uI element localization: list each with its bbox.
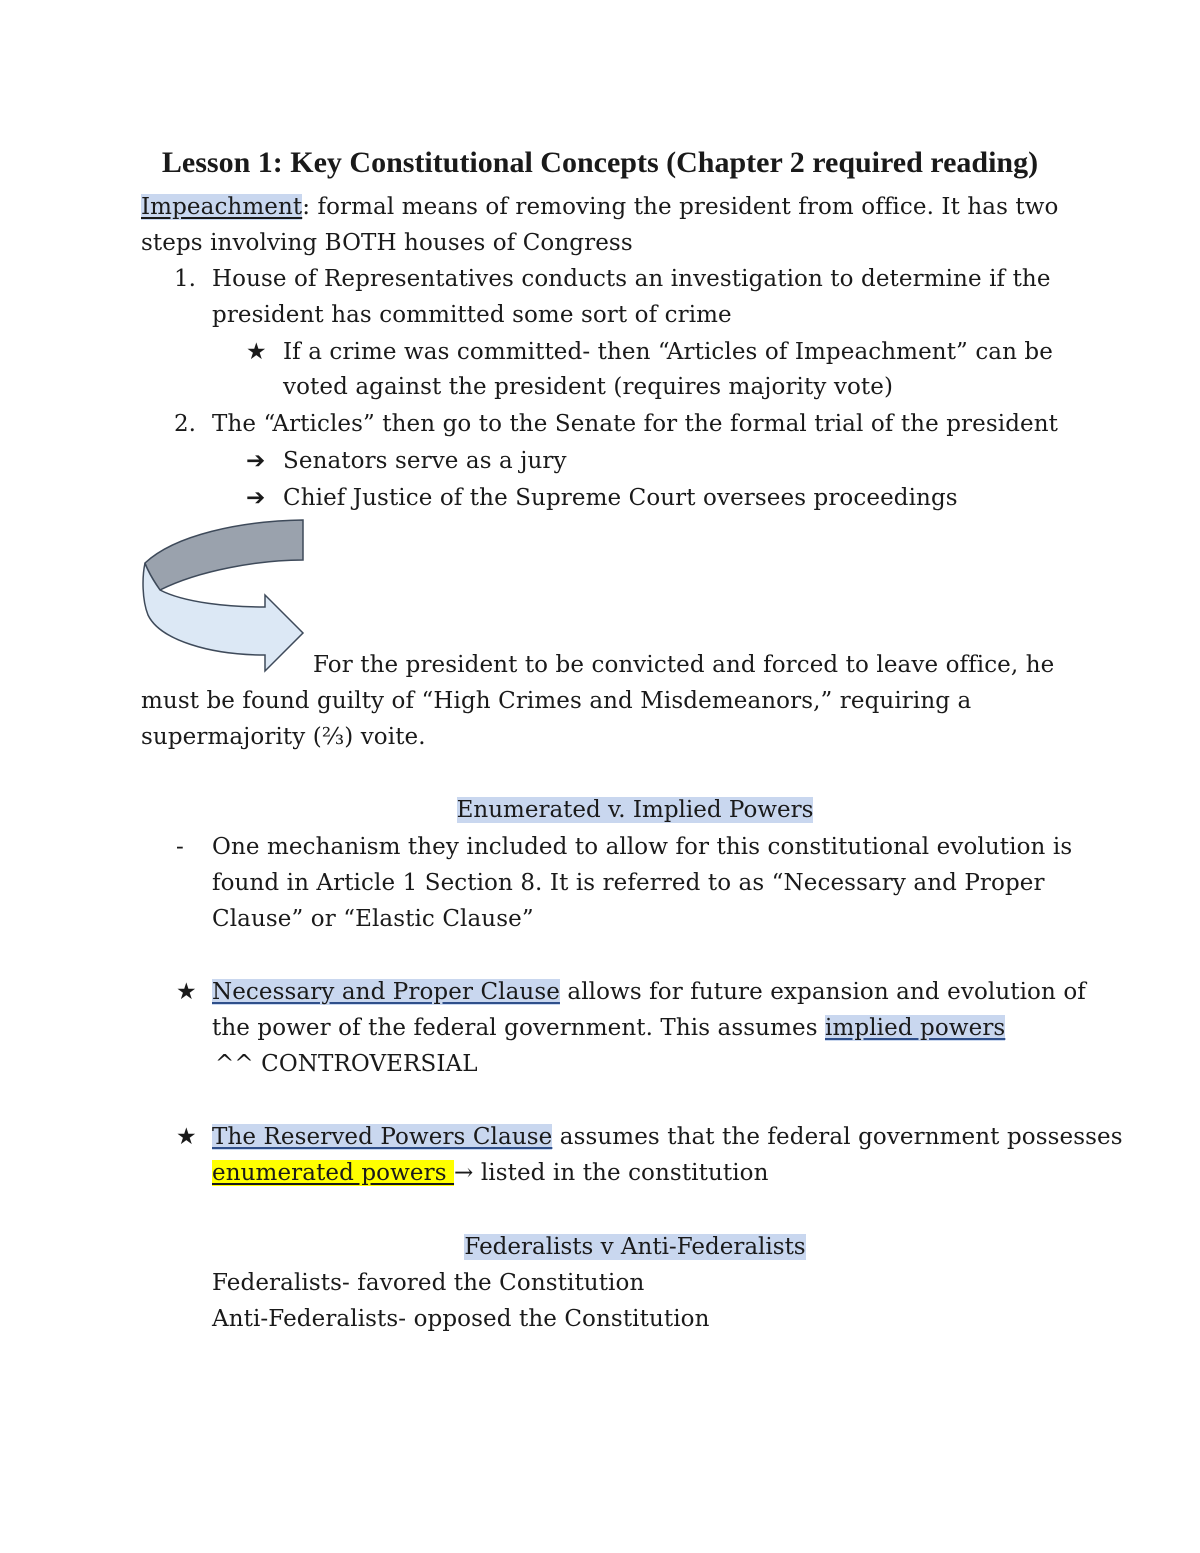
federalists-heading: Federalists v Anti-Federalists: [464, 1234, 806, 1260]
federalists-line1: Federalists- favored the Constitution: [212, 1270, 645, 1296]
impeachment-definition-line1: Impeachment: formal means of removing the president from office. It has two: [141, 194, 1059, 220]
federalists-line2: Anti-Federalists- opposed the Constitution: [212, 1306, 710, 1332]
step2-number: 2.: [174, 411, 196, 437]
powers-heading: Enumerated v. Implied Powers: [456, 797, 814, 823]
conviction-line1: For the president to be convicted and forced to leave office, he: [313, 652, 1055, 678]
step1-sub-line1: If a crime was committed- then “Articles of Impeachment” can be: [283, 339, 1053, 365]
step2-sub2: Chief Justice of the Supreme Court oversees proceedings: [283, 485, 958, 511]
reserved-powers-line1: The Reserved Powers Clause assumes that the federal government possesses: [212, 1124, 1123, 1150]
reserved-powers-term: The Reserved Powers Clause: [212, 1124, 553, 1150]
star-bullet-icon: ★: [176, 1124, 197, 1150]
step2-line: The “Articles” then go to the Senate for the formal trial of the president: [212, 411, 1058, 437]
necessary-proper-line1: Necessary and Proper Clause allows for future expansion and evolution of: [212, 979, 1086, 1005]
impeachment-term: Impeachment: [141, 194, 303, 220]
conviction-line2: must be found guilty of “High Crimes and Misdemeanors,” requiring a: [141, 688, 972, 714]
step2-sub1: Senators serve as a jury: [283, 448, 567, 474]
page-title: Lesson 1: Key Constitutional Concepts (Chapter 2 required reading): [161, 146, 1039, 179]
step1-number: 1.: [174, 266, 196, 292]
dash-bullet: -: [176, 834, 184, 860]
necessary-proper-term: Necessary and Proper Clause: [212, 979, 560, 1005]
controversial-note: ^^ CONTROVERSIAL: [215, 1051, 478, 1077]
mechanism-line3: Clause” or “Elastic Clause”: [212, 906, 534, 932]
step1-sub-line2: voted against the president (requires majority vote): [283, 374, 894, 400]
conviction-line3: supermajority (⅔) voite.: [141, 724, 426, 750]
star-bullet-icon: ★: [176, 979, 197, 1005]
federalists-heading-wrap: [0, 1232, 1200, 1262]
necessary-proper-line2: the power of the federal government. This assumes implied powers: [212, 1015, 1006, 1041]
curved-arrow-icon: [140, 515, 310, 677]
reserved-powers-line2: enumerated powers → listed in the constitution: [212, 1160, 769, 1186]
mechanism-line1: One mechanism they included to allow for this constitutional evolution is: [212, 834, 1073, 860]
arrow-bullet-icon: ➔: [246, 448, 266, 474]
mechanism-line2: found in Article 1 Section 8. It is referred to as “Necessary and Proper: [212, 870, 1045, 896]
star-bullet-icon: ★: [246, 339, 267, 365]
powers-heading-wrap: [0, 795, 1200, 825]
step1-line2: president has committed some sort of crime: [212, 302, 732, 328]
step1-line1: House of Representatives conducts an investigation to determine if the: [212, 266, 1051, 292]
implied-powers-term: implied powers: [825, 1015, 1006, 1041]
arrow-bullet-icon: ➔: [246, 485, 266, 511]
impeachment-definition-line2: steps involving BOTH houses of Congress: [141, 230, 633, 256]
enumerated-powers-term: enumerated powers: [212, 1160, 455, 1186]
